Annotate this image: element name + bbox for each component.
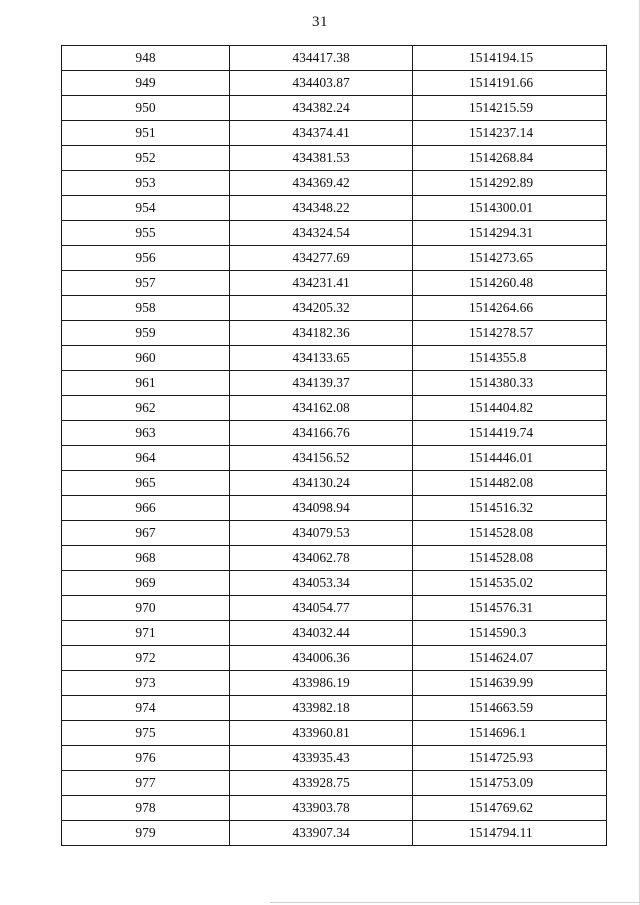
table-row — [62, 696, 607, 721]
y-coordinate-cell: 1514753.09 — [413, 771, 607, 796]
x-coordinate-cell: 434374.41 — [230, 121, 413, 146]
x-coordinate-cell: 434079.53 — [230, 521, 413, 546]
x-coordinate-cell: 434053.34 — [230, 571, 413, 596]
x-coordinate-cell: 434348.22 — [230, 196, 413, 221]
table-row — [62, 46, 607, 71]
y-coordinate-cell: 1514300.01 — [413, 196, 607, 221]
table-row — [62, 71, 607, 96]
point-number-cell: 969 — [62, 571, 230, 596]
y-coordinate-cell: 1514292.89 — [413, 171, 607, 196]
y-coordinate-cell: 1514191.66 — [413, 71, 607, 96]
y-coordinate-cell: 1514215.59 — [413, 96, 607, 121]
point-number-cell: 960 — [62, 346, 230, 371]
x-coordinate-cell: 434098.94 — [230, 496, 413, 521]
x-coordinate-cell: 433986.19 — [230, 671, 413, 696]
point-number-cell: 955 — [62, 221, 230, 246]
y-coordinate-cell: 1514794.11 — [413, 821, 607, 846]
y-coordinate-cell: 1514639.99 — [413, 671, 607, 696]
y-coordinate-cell: 1514237.14 — [413, 121, 607, 146]
y-coordinate-cell: 1514268.84 — [413, 146, 607, 171]
y-coordinate-cell: 1514528.08 — [413, 521, 607, 546]
table-row — [62, 646, 607, 671]
y-coordinate-cell: 1514624.07 — [413, 646, 607, 671]
table-row — [62, 196, 607, 221]
point-number-cell: 975 — [62, 721, 230, 746]
point-number-cell: 971 — [62, 621, 230, 646]
y-coordinate-cell: 1514663.59 — [413, 696, 607, 721]
y-coordinate-cell: 1514528.08 — [413, 546, 607, 571]
y-coordinate-cell: 1514380.33 — [413, 371, 607, 396]
point-number-cell: 948 — [62, 46, 230, 71]
table-row — [62, 296, 607, 321]
table-row — [62, 721, 607, 746]
y-coordinate-cell: 1514446.01 — [413, 446, 607, 471]
x-coordinate-cell: 433960.81 — [230, 721, 413, 746]
point-number-cell: 954 — [62, 196, 230, 221]
x-coordinate-cell: 434156.52 — [230, 446, 413, 471]
table-row — [62, 271, 607, 296]
point-number-cell: 967 — [62, 521, 230, 546]
point-number-cell: 974 — [62, 696, 230, 721]
x-coordinate-cell: 434403.87 — [230, 71, 413, 96]
x-coordinate-cell: 433982.18 — [230, 696, 413, 721]
y-coordinate-cell: 1514264.66 — [413, 296, 607, 321]
x-coordinate-cell: 434324.54 — [230, 221, 413, 246]
point-number-cell: 958 — [62, 296, 230, 321]
x-coordinate-cell: 434369.42 — [230, 171, 413, 196]
table-row — [62, 346, 607, 371]
x-coordinate-cell: 434133.65 — [230, 346, 413, 371]
y-coordinate-cell: 1514404.82 — [413, 396, 607, 421]
table-row — [62, 771, 607, 796]
table-row — [62, 746, 607, 771]
point-number-cell: 961 — [62, 371, 230, 396]
point-number-cell: 972 — [62, 646, 230, 671]
x-coordinate-cell: 434062.78 — [230, 546, 413, 571]
point-number-cell: 966 — [62, 496, 230, 521]
point-number-cell: 968 — [62, 546, 230, 571]
y-coordinate-cell: 1514576.31 — [413, 596, 607, 621]
point-number-cell: 959 — [62, 321, 230, 346]
x-coordinate-cell: 434231.41 — [230, 271, 413, 296]
table-row — [62, 171, 607, 196]
y-coordinate-cell: 1514355.8 — [413, 346, 607, 371]
y-coordinate-cell: 1514516.32 — [413, 496, 607, 521]
point-number-cell: 973 — [62, 671, 230, 696]
table-row — [62, 221, 607, 246]
table-row — [62, 671, 607, 696]
y-coordinate-cell: 1514273.65 — [413, 246, 607, 271]
point-number-cell: 965 — [62, 471, 230, 496]
table-row — [62, 96, 607, 121]
page-number: 31 — [312, 14, 328, 30]
x-coordinate-cell: 433928.75 — [230, 771, 413, 796]
x-coordinate-cell: 434381.53 — [230, 146, 413, 171]
x-coordinate-cell: 434162.08 — [230, 396, 413, 421]
x-coordinate-cell: 434382.24 — [230, 96, 413, 121]
table-row — [62, 121, 607, 146]
x-coordinate-cell: 434417.38 — [230, 46, 413, 71]
table-row — [62, 621, 607, 646]
y-coordinate-cell: 1514769.62 — [413, 796, 607, 821]
point-number-cell: 977 — [62, 771, 230, 796]
table-row — [62, 496, 607, 521]
x-coordinate-cell: 434205.32 — [230, 296, 413, 321]
coordinates-table-body — [62, 46, 607, 846]
y-coordinate-cell: 1514194.15 — [413, 46, 607, 71]
point-number-cell: 978 — [62, 796, 230, 821]
point-number-cell: 949 — [62, 71, 230, 96]
table-row — [62, 446, 607, 471]
x-coordinate-cell: 434130.24 — [230, 471, 413, 496]
coordinates-table-container — [61, 45, 604, 846]
x-coordinate-cell: 433903.78 — [230, 796, 413, 821]
x-coordinate-cell: 434032.44 — [230, 621, 413, 646]
table-row — [62, 396, 607, 421]
point-number-cell: 963 — [62, 421, 230, 446]
x-coordinate-cell: 434139.37 — [230, 371, 413, 396]
point-number-cell: 950 — [62, 96, 230, 121]
x-coordinate-cell: 434182.36 — [230, 321, 413, 346]
table-row — [62, 146, 607, 171]
x-coordinate-cell: 434006.36 — [230, 646, 413, 671]
table-row — [62, 521, 607, 546]
point-number-cell: 976 — [62, 746, 230, 771]
y-coordinate-cell: 1514482.08 — [413, 471, 607, 496]
table-row — [62, 571, 607, 596]
table-row — [62, 471, 607, 496]
y-coordinate-cell: 1514725.93 — [413, 746, 607, 771]
x-coordinate-cell: 434054.77 — [230, 596, 413, 621]
y-coordinate-cell: 1514419.74 — [413, 421, 607, 446]
y-coordinate-cell: 1514294.31 — [413, 221, 607, 246]
table-row — [62, 371, 607, 396]
point-number-cell: 957 — [62, 271, 230, 296]
y-coordinate-cell: 1514590.3 — [413, 621, 607, 646]
point-number-cell: 979 — [62, 821, 230, 846]
table-row — [62, 421, 607, 446]
y-coordinate-cell: 1514535.02 — [413, 571, 607, 596]
scan-edge-bottom — [270, 902, 640, 903]
table-row — [62, 321, 607, 346]
x-coordinate-cell: 434166.76 — [230, 421, 413, 446]
x-coordinate-cell: 434277.69 — [230, 246, 413, 271]
point-number-cell: 956 — [62, 246, 230, 271]
table-row — [62, 246, 607, 271]
point-number-cell: 951 — [62, 121, 230, 146]
y-coordinate-cell: 1514260.48 — [413, 271, 607, 296]
point-number-cell: 952 — [62, 146, 230, 171]
table-row — [62, 821, 607, 846]
point-number-cell: 953 — [62, 171, 230, 196]
y-coordinate-cell: 1514278.57 — [413, 321, 607, 346]
table-row — [62, 596, 607, 621]
coordinates-table — [61, 45, 607, 846]
y-coordinate-cell: 1514696.1 — [413, 721, 607, 746]
x-coordinate-cell: 433907.34 — [230, 821, 413, 846]
x-coordinate-cell: 433935.43 — [230, 746, 413, 771]
point-number-cell: 970 — [62, 596, 230, 621]
table-row — [62, 796, 607, 821]
point-number-cell: 964 — [62, 446, 230, 471]
table-row — [62, 546, 607, 571]
point-number-cell: 962 — [62, 396, 230, 421]
